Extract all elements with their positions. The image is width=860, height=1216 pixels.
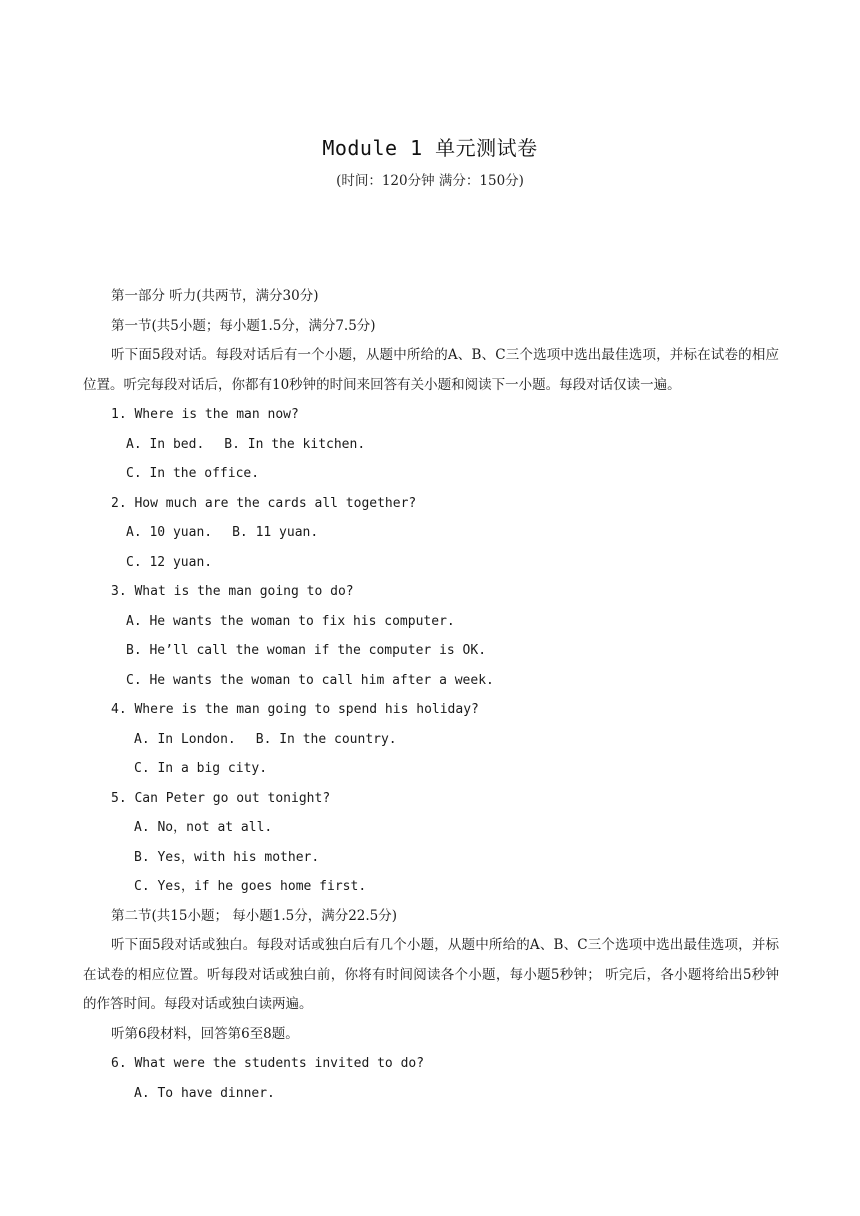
question-2-option-a: A. 10 yuan. [126, 525, 213, 540]
page-title: Module 1 单元测试卷 [322, 136, 538, 160]
section2-instructions: 听下面5段对话或独白。每段对话或独白后有几个小题，从题中所给的A、B、C三个选项中选出最佳选项，并标在试卷的相应位置。听每段对话或独白前，你将有时间阅读各个小题，每小题5秒钟； 听完后，各小题将给出5秒钟的作答时间。每段对话或独白读两遍。 [83, 937, 779, 1012]
question-2-options-row [83, 518, 779, 548]
question-2-option-c: C. 12 yuan. [126, 554, 213, 570]
exam-time-and-score: (时间：120分钟 满分：150分) [336, 173, 524, 189]
question-4-option-c: C. In a big city. [134, 761, 268, 776]
question-5-option-c: C. Yes，if he goes home first. [134, 879, 367, 894]
question-5-stem: 5. Can Peter go out tonight? [111, 790, 331, 806]
question-3-option-a: A. He wants the woman to fix his computer. [126, 613, 455, 629]
question-6-option-a: A. To have dinner. [134, 1085, 275, 1101]
question-5-option-a: A. No，not at all. [134, 820, 273, 835]
question-4-option-b: B. In the country. [255, 731, 397, 747]
question-1-options-row [83, 430, 779, 460]
question-3-option-c: C. He wants the woman to call him after a week. [126, 672, 494, 688]
question-4-options-row [83, 725, 779, 755]
question-3-option-b: B. He’ll call the woman if the computer is OK. [126, 643, 487, 658]
section1-heading: 第一节(共5小题；每小题1.5分，满分7.5分) [111, 317, 376, 334]
question-1-option-b: B. In the kitchen. [224, 436, 366, 452]
section2-heading: 第二节(共15小题； 每小题1.5分，满分22.5分) [111, 907, 398, 924]
question-1-option-c: C. In the office. [126, 466, 260, 481]
question-4-option-a: A. In London. [134, 731, 236, 747]
question-3-stem: 3. What is the man going to do? [111, 584, 354, 599]
section1-instructions: 听下面5段对话。每段对话后有一个小题，从题中所给的A、B、C三个选项中选出最佳选项，并标在试卷的相应位置。听完每段对话后，你都有10秒钟的时间来回答有关小题和阅读下一小题。每段对话仅读一遍。 [83, 347, 779, 393]
question-1-stem: 1. Where is the man now? [111, 407, 299, 422]
question-4-stem: 4. Where is the man going to spend his holiday? [111, 702, 479, 717]
question-2-stem: 2. How much are the cards all together? [111, 495, 417, 511]
question-2-option-b: B. 11 yuan. [232, 525, 319, 540]
material-6-note: 听第6段材料，回答第6至8题。 [111, 1025, 299, 1042]
part1-heading: 第一部分 听力(共两节，满分30分) [111, 288, 319, 304]
question-6-stem: 6. What were the students invited to do? [111, 1056, 425, 1071]
question-5-option-b: B. Yes，with his mother. [134, 849, 320, 865]
question-1-option-a: A. In bed. [126, 436, 205, 452]
exam-body [83, 282, 779, 1108]
